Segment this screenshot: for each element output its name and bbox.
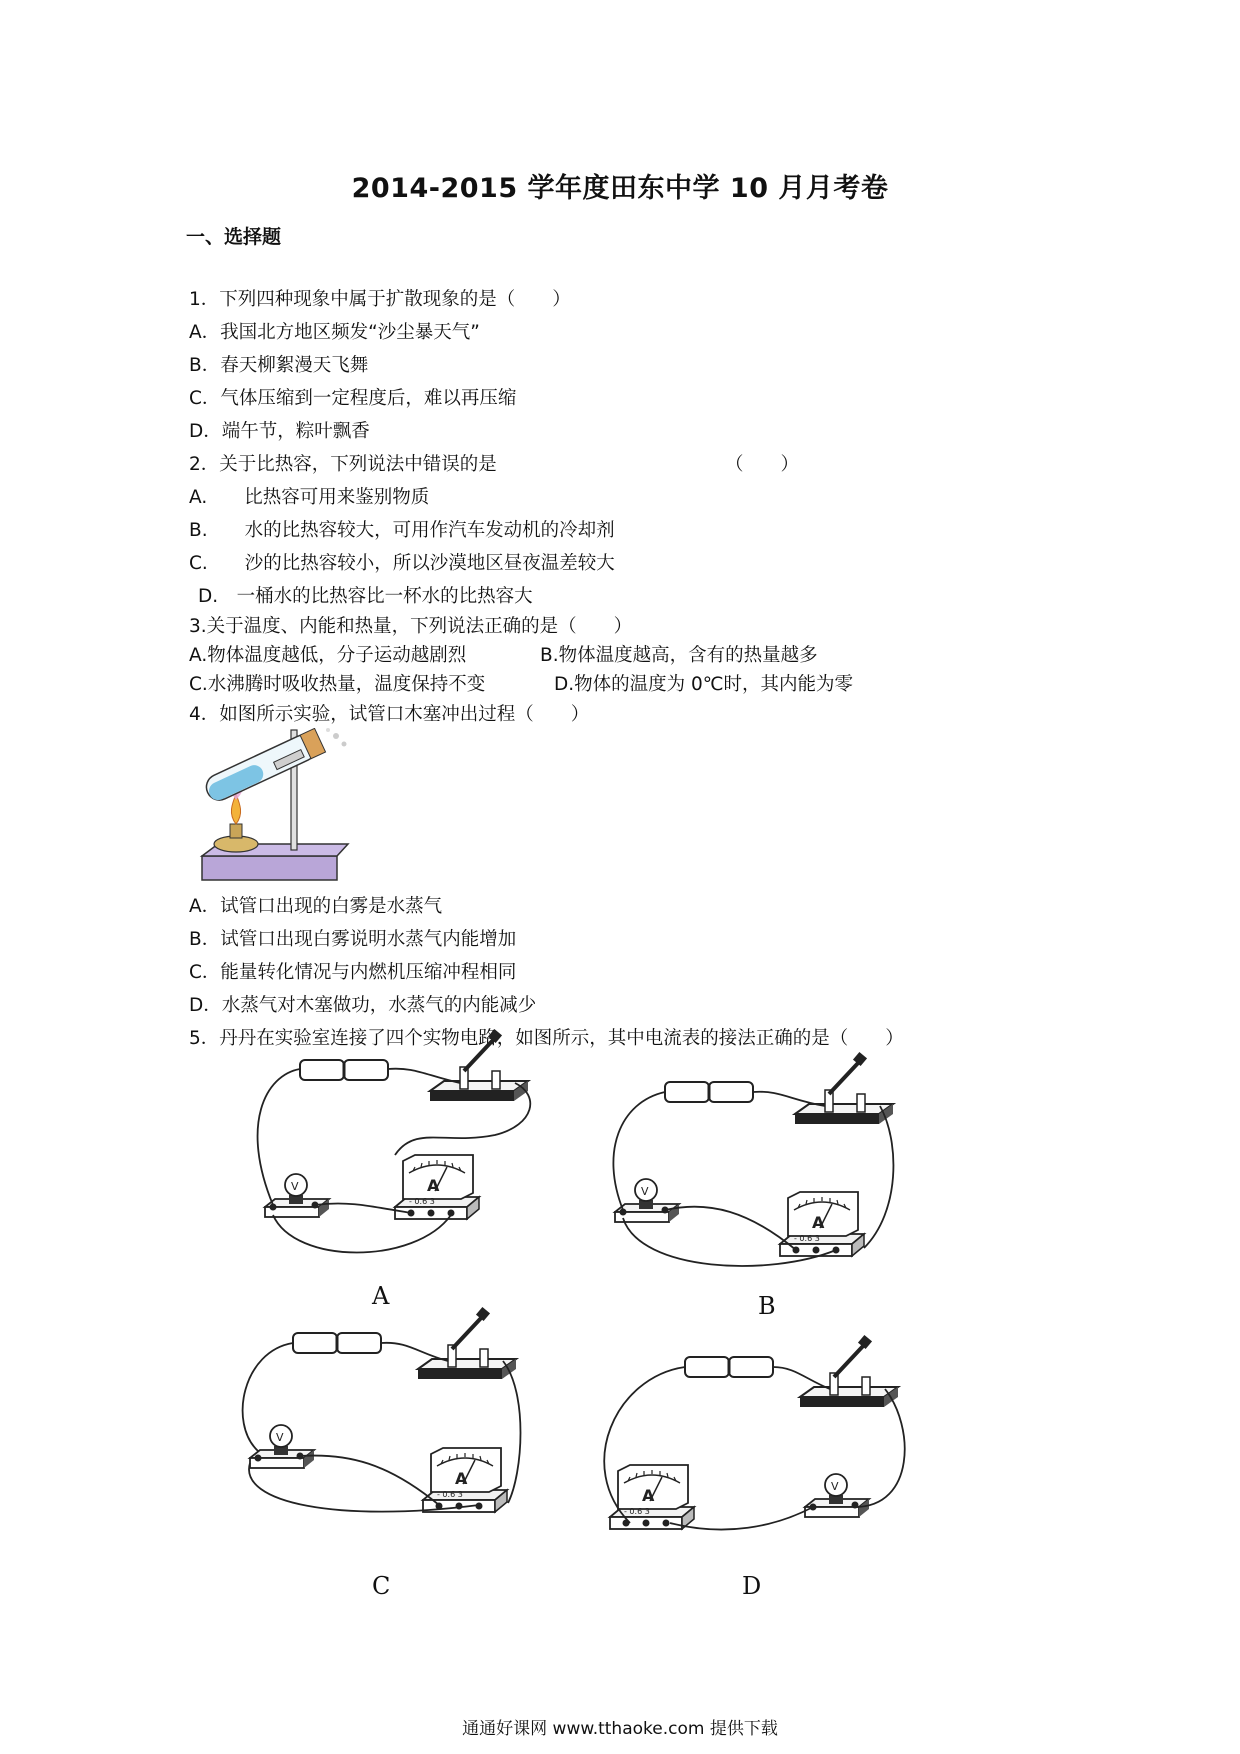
circuit-a: [258, 1029, 531, 1253]
question-2-paren: （ ）: [725, 454, 800, 475]
question-1-option-a: A．我国北方地区频发“沙尘暴天气”: [189, 322, 480, 343]
question-2-option-d: D. 一桶水的比热容比一杯水的比热容大: [198, 586, 533, 607]
circuit-diagrams: A - 0.6 3 V: [0, 0, 1240, 1754]
question-4-option-d: D．水蒸气对木塞做功，水蒸气的内能减少: [189, 995, 537, 1016]
question-1-stem: 1．下列四种现象中属于扩散现象的是（ ）: [189, 289, 571, 310]
question-3-stem: 3.关于温度、内能和热量，下列说法正确的是（ ）: [189, 616, 633, 637]
circuit-c: [243, 1307, 521, 1512]
circuit-label-c: C: [372, 1572, 391, 1600]
question-4-option-b: B．试管口出现白雾说明水蒸气内能增加: [189, 929, 517, 950]
circuit-b: [613, 1052, 893, 1266]
question-3-option-c: C.水沸腾时吸收热量，温度保持不变: [189, 674, 486, 695]
question-4-option-a: A．试管口出现的白雾是水蒸气: [189, 896, 443, 917]
question-2-stem: 2．关于比热容，下列说法中错误的是: [189, 454, 497, 475]
question-3-option-b: B.物体温度越高，含有的热量越多: [540, 645, 818, 666]
page-title: 2014-2015 学年度田东中学 10 月月考卷: [351, 173, 889, 204]
question-1-option-d: D．端午节，粽叶飘香: [189, 421, 370, 442]
question-1-option-b: B．春天柳絮漫天飞舞: [189, 355, 369, 376]
question-3-option-a: A.物体温度越低，分子运动越剧烈: [189, 645, 467, 666]
circuit-label-a: A: [372, 1282, 390, 1310]
circuit-label-d: D: [742, 1572, 762, 1600]
question-4-stem: 4．如图所示实验，试管口木塞冲出过程（ ）: [189, 704, 590, 725]
circuit-d: [604, 1335, 904, 1530]
question-2-option-a: A. 比热容可用来鉴别物质: [189, 487, 430, 508]
question-1-option-c: C．气体压缩到一定程度后，难以再压缩: [189, 388, 517, 409]
question-5-stem: 5．丹丹在实验室连接了四个实物电路，如图所示，其中电流表的接法正确的是（ ）: [189, 1028, 904, 1049]
question-3-option-d: D.物体的温度为 0℃时，其内能为零: [554, 674, 854, 695]
question-2-option-c: C. 沙的比热容较小，所以沙漠地区昼夜温差较大: [189, 553, 615, 574]
question-4-option-c: C．能量转化情况与内燃机压缩冲程相同: [189, 962, 517, 983]
section-heading: 一、选择题: [186, 226, 282, 248]
circuit-label-b: B: [758, 1292, 776, 1320]
question-2-option-b: B. 水的比热容较大，可用作汽车发动机的冷却剂: [189, 520, 615, 541]
page-footer: 通通好课网 www.tthaoke.com 提供下载: [462, 1719, 778, 1739]
